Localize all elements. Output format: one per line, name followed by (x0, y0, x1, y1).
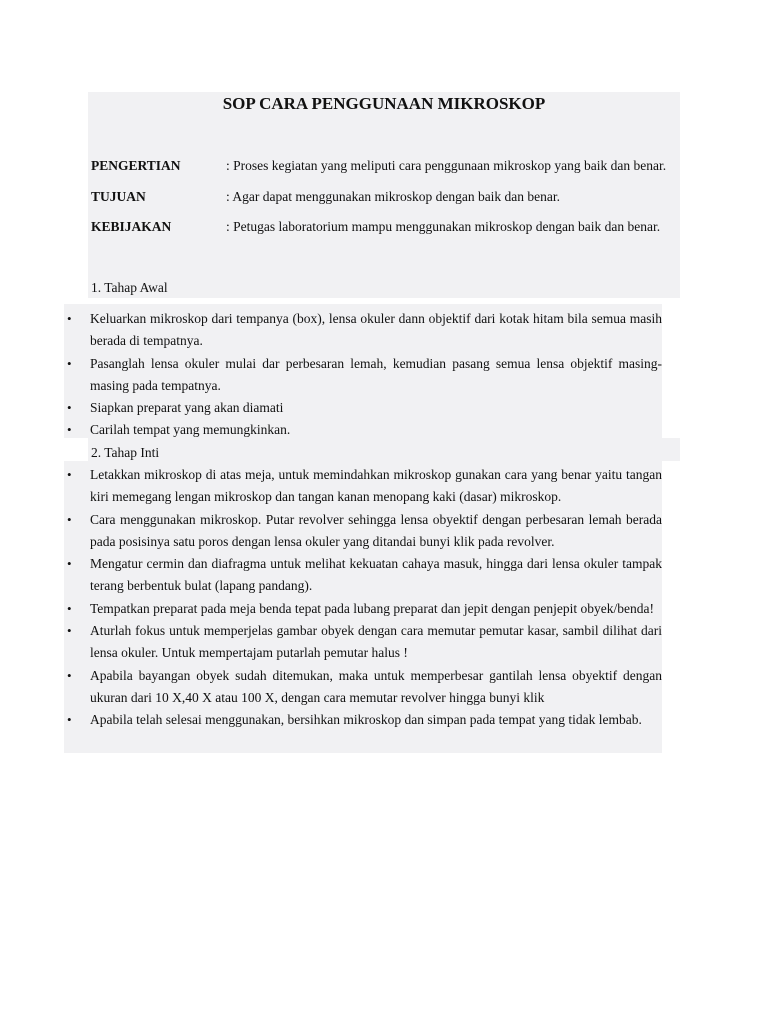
stage-2-steps (64, 464, 662, 732)
definition-term: PENGERTIAN (91, 158, 181, 173)
step-text: Aturlah fokus untuk memperjelas gambar obyek dengan cara memutar pemutar kasar, sambil dilihat dari lensa okuler. Untuk mempertajam putarlah pemutar halus ! (90, 623, 662, 661)
list-item (64, 665, 662, 710)
list-item (64, 308, 662, 353)
step-text: Mengatur cermin dan diafragma untuk melihat kekuatan cahaya masuk, hingga dari lensa okuler tampak terang berbentuk bulat (lapang pandang). (90, 556, 662, 594)
step-text: Pasanglah lensa okuler mulai dar perbesaran lemah, kemudian pasang semua lensa objektif masing-masing pada tempatnya. (90, 355, 662, 393)
step-text: Carilah tempat yang memungkinkan. (90, 422, 291, 438)
stage-2-heading: 2. Tahap Inti (91, 445, 160, 460)
list-item (64, 553, 662, 598)
bullet-icon: • (67, 400, 72, 416)
list-item (64, 353, 662, 398)
step-text: Apabila bayangan obyek sudah ditemukan, maka untuk memperbesar gantilah lensa obyektif dengan ukuran dari 10 X,40 X atau 100 X, dengan cara memutar revolver hingga bunyi klik (90, 667, 662, 705)
list-item (64, 620, 662, 665)
list-item (64, 509, 662, 554)
list-item (64, 709, 662, 731)
list-item (64, 598, 662, 620)
bullet-icon: • (67, 600, 72, 616)
step-text: Keluarkan mikroskop dari tempanya (box), lensa okuler dann objektif dari kotak hitam bila semua masih berada di tempatnya. (90, 311, 662, 349)
list-item (64, 397, 662, 419)
definition-description: : Petugas laboratorium mampu menggunakan mikroskop dengan baik dan benar. (226, 219, 661, 234)
definition-description: : Proses kegiatan yang meliputi cara penggunaan mikroskop yang baik dan benar. (226, 158, 667, 173)
list-item (64, 464, 662, 509)
definition-term: KEBIJAKAN (91, 219, 172, 234)
bullet-icon: • (67, 623, 72, 639)
bullet-icon: • (67, 311, 72, 326)
step-text: Letakkan mikroskop di atas meja, untuk memindahkan mikroskop gunakan cara yang benar yaitu tangan kiri memegang lengan mikroskop dan tangan kanan menopang kaki (dasar) mikroskop. (90, 467, 662, 505)
bullet-icon: • (67, 556, 72, 572)
list-item (64, 419, 662, 441)
document-title: SOP CARA PENGGUNAAN MIKROSKOP (222, 94, 546, 113)
definition-term: TUJUAN (91, 189, 146, 204)
bullet-icon: • (67, 511, 72, 527)
bullet-icon: • (67, 467, 72, 482)
bullet-icon: • (67, 667, 72, 683)
stage-1-heading: 1. Tahap Awal (91, 280, 168, 295)
step-text: Tempatkan preparat pada meja benda tepat pada lubang preparat dan jepit dengan penjepit obyek/benda! (90, 600, 654, 616)
step-text: Apabila telah selesai menggunakan, bersihkan mikroskop dan simpan pada tempat yang tidak lembab. (90, 712, 642, 728)
step-text: Siapkan preparat yang akan diamati (90, 400, 284, 416)
definition-description: : Agar dapat menggunakan mikroskop dengan baik dan benar. (226, 189, 561, 204)
bullet-icon: • (67, 355, 72, 371)
bullet-icon: • (67, 712, 72, 728)
bullet-icon: • (67, 422, 72, 438)
stage-1-steps (64, 308, 662, 442)
step-text: Cara menggunakan mikroskop. Putar revolver sehingga lensa obyektif dengan perbesaran lemah berada pada posisinya satu poros dengan lensa okuler yang ditandai bunyi klik pada revolver. (90, 511, 662, 549)
